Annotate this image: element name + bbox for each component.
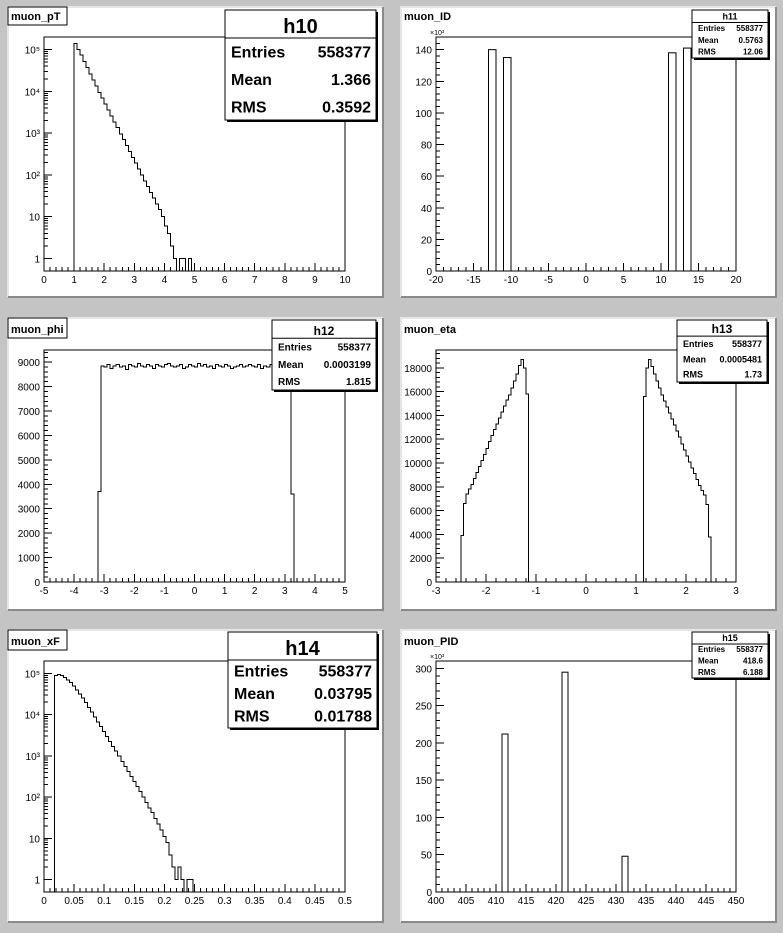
stats-value: 558377 bbox=[736, 645, 763, 655]
y-tick-label: 6000 bbox=[409, 506, 432, 518]
stats-label: Mean bbox=[698, 656, 719, 666]
stats-label: Entries bbox=[231, 44, 286, 62]
stats-label: RMS bbox=[231, 99, 267, 117]
x-tick-label: 435 bbox=[637, 896, 655, 907]
x-tick-label: -2 bbox=[481, 586, 491, 597]
stats-label: RMS bbox=[698, 47, 716, 57]
histogram-title: muon_pT bbox=[11, 11, 61, 23]
stats-value: 1.815 bbox=[345, 377, 371, 389]
stats-label: RMS bbox=[234, 708, 270, 726]
x-tick-label: 450 bbox=[727, 896, 745, 907]
x-tick-label: 6 bbox=[221, 275, 228, 286]
y-tick-label: 1 bbox=[34, 875, 40, 887]
x-tick-label: 10 bbox=[655, 275, 667, 286]
x-tick-label: 0.25 bbox=[184, 896, 205, 907]
stats-name: h11 bbox=[722, 11, 738, 22]
x-tick-label: 3 bbox=[733, 586, 739, 597]
x-tick-label: -10 bbox=[503, 275, 519, 286]
x-tick-label: -5 bbox=[544, 275, 553, 286]
stats-value: 0.3592 bbox=[322, 99, 371, 117]
y-tick-label: 10 bbox=[28, 212, 40, 224]
y-tick-label: 16000 bbox=[404, 387, 432, 399]
x-tick-label: 7 bbox=[251, 275, 258, 286]
y-tick-label: 10000 bbox=[404, 459, 432, 471]
stats-label: Entries bbox=[698, 645, 726, 655]
y-tick-label: 10⁴ bbox=[24, 87, 40, 99]
y-exponent-label: ×10³ bbox=[430, 30, 445, 37]
stats-value: 12.06 bbox=[742, 47, 763, 57]
x-tick-label: -3 bbox=[431, 586, 441, 597]
stats-name: h10 bbox=[283, 16, 318, 38]
chart-muon_pT bbox=[8, 7, 383, 297]
stats-name: h13 bbox=[711, 322, 733, 337]
x-tick-label: -3 bbox=[99, 586, 109, 597]
stats-value: 0.0003199 bbox=[323, 359, 371, 371]
y-tick-label: 4000 bbox=[409, 530, 432, 542]
x-tick-label: 445 bbox=[697, 896, 715, 907]
stats-label: Mean bbox=[278, 359, 304, 371]
y-tick-label: 2000 bbox=[409, 554, 432, 566]
y-tick-label: 8000 bbox=[409, 482, 432, 494]
y-tick-label: 10⁵ bbox=[24, 45, 40, 57]
y-tick-label: 80 bbox=[420, 140, 432, 152]
stats-label: Entries bbox=[234, 663, 289, 681]
x-tick-label: 410 bbox=[487, 896, 505, 907]
x-tick-label: 0.5 bbox=[338, 896, 352, 907]
y-tick-label: 140 bbox=[415, 45, 432, 57]
x-tick-label: -1 bbox=[531, 586, 541, 597]
stats-label: RMS bbox=[698, 667, 716, 677]
stats-name: h15 bbox=[722, 632, 738, 643]
x-tick-label: 400 bbox=[427, 896, 445, 907]
x-tick-label: 0 bbox=[583, 275, 589, 286]
y-tick-label: 1 bbox=[34, 254, 40, 266]
x-tick-label: 0.45 bbox=[305, 896, 325, 907]
y-tick-label: 40 bbox=[420, 203, 432, 215]
y-tick-label: 50 bbox=[420, 850, 432, 862]
x-tick-label: 2 bbox=[683, 586, 689, 597]
chart-muon_PID bbox=[401, 630, 776, 922]
chart-muon_eta bbox=[401, 318, 776, 610]
y-tick-label: 3000 bbox=[17, 504, 40, 516]
y-tick-label: 14000 bbox=[404, 411, 432, 423]
y-tick-label: 18000 bbox=[404, 363, 432, 375]
x-tick-label: 0.3 bbox=[217, 896, 232, 907]
x-tick-label: 0.2 bbox=[157, 896, 172, 907]
y-tick-label: 0 bbox=[426, 267, 432, 278]
x-tick-label: 430 bbox=[607, 896, 625, 907]
chart-muon_xF bbox=[8, 630, 383, 922]
stats-name: h12 bbox=[313, 324, 335, 339]
x-tick-label: 10 bbox=[339, 275, 351, 286]
x-tick-label: 2 bbox=[251, 586, 258, 597]
x-tick-label: 15 bbox=[692, 275, 705, 286]
stats-value: 0.5763 bbox=[738, 35, 763, 45]
stats-label: RMS bbox=[683, 369, 703, 380]
x-tick-label: 425 bbox=[577, 896, 595, 907]
y-tick-label: 0 bbox=[426, 888, 432, 899]
x-tick-label: 1 bbox=[71, 275, 77, 286]
y-tick-label: 120 bbox=[415, 77, 432, 89]
y-tick-label: 10³ bbox=[25, 751, 40, 763]
y-tick-label: 150 bbox=[415, 776, 432, 788]
x-tick-label: 5 bbox=[342, 586, 348, 597]
stats-value: 6.188 bbox=[742, 667, 763, 677]
stats-name: h14 bbox=[285, 638, 320, 660]
x-tick-label: 0.05 bbox=[64, 896, 84, 907]
histogram-title: muon_xF bbox=[11, 636, 60, 648]
x-tick-label: 4 bbox=[312, 586, 318, 597]
x-tick-label: 4 bbox=[161, 275, 168, 286]
y-tick-label: 10² bbox=[25, 170, 40, 182]
y-tick-label: 10⁵ bbox=[24, 669, 40, 681]
stats-value: 1.73 bbox=[744, 369, 762, 380]
histogram-title: muon_PID bbox=[404, 636, 459, 648]
y-tick-label: 10³ bbox=[25, 129, 40, 141]
chart-muon_phi bbox=[8, 318, 383, 610]
x-tick-label: 9 bbox=[312, 275, 318, 286]
stats-value: 1.366 bbox=[330, 72, 371, 90]
stats-value: 558377 bbox=[318, 663, 372, 681]
x-tick-label: -4 bbox=[69, 586, 79, 597]
y-tick-label: 0 bbox=[34, 578, 40, 589]
histogram-title: muon_eta bbox=[404, 324, 456, 336]
stats-value: 558377 bbox=[317, 44, 371, 62]
x-tick-label: -5 bbox=[39, 586, 49, 597]
x-tick-label: 405 bbox=[457, 896, 475, 907]
stats-value: 558377 bbox=[337, 342, 371, 354]
x-tick-label: 1 bbox=[633, 586, 639, 597]
x-tick-label: 0.35 bbox=[244, 896, 265, 907]
stats-value: 0.0005481 bbox=[719, 354, 762, 365]
x-tick-label: 8 bbox=[282, 275, 288, 286]
y-tick-label: 20 bbox=[420, 235, 432, 247]
x-tick-label: 0.15 bbox=[124, 896, 145, 907]
stats-value: 418.6 bbox=[742, 656, 763, 666]
x-tick-label: 1 bbox=[221, 586, 228, 597]
chart-muon_ID bbox=[401, 7, 776, 297]
x-tick-label: 3 bbox=[131, 275, 138, 286]
stats-label: Entries bbox=[683, 339, 714, 350]
x-tick-label: 415 bbox=[517, 896, 535, 907]
x-tick-label: -20 bbox=[428, 275, 444, 286]
x-tick-label: 440 bbox=[667, 896, 685, 907]
x-tick-label: -2 bbox=[129, 586, 139, 597]
stats-label: Mean bbox=[234, 685, 275, 703]
stats-value: 0.03795 bbox=[314, 685, 372, 703]
stats-label: RMS bbox=[278, 377, 301, 389]
y-exponent-label: ×10³ bbox=[430, 654, 445, 661]
y-tick-label: 200 bbox=[415, 738, 432, 750]
y-tick-label: 7000 bbox=[17, 407, 40, 419]
x-tick-label: 5 bbox=[620, 275, 627, 286]
y-tick-label: 9000 bbox=[17, 358, 40, 370]
histogram-title: muon_phi bbox=[11, 324, 64, 336]
x-tick-label: 0 bbox=[41, 896, 47, 907]
y-tick-label: 0 bbox=[426, 578, 432, 589]
x-tick-label: -15 bbox=[466, 275, 481, 286]
y-tick-label: 1000 bbox=[17, 553, 40, 565]
y-tick-label: 60 bbox=[420, 172, 432, 184]
x-tick-label: 0 bbox=[41, 275, 47, 286]
x-tick-label: 0 bbox=[583, 586, 589, 597]
stats-value: 0.01788 bbox=[314, 708, 372, 726]
x-tick-label: 20 bbox=[730, 275, 742, 286]
stats-value: 558377 bbox=[731, 339, 762, 350]
y-tick-label: 300 bbox=[415, 664, 432, 676]
y-tick-label: 8000 bbox=[17, 382, 40, 394]
y-tick-label: 10² bbox=[25, 793, 40, 805]
y-tick-label: 100 bbox=[415, 813, 432, 825]
x-tick-label: 3 bbox=[282, 586, 288, 597]
y-tick-label: 5000 bbox=[17, 455, 40, 467]
stats-label: Entries bbox=[278, 342, 312, 354]
y-tick-label: 4000 bbox=[17, 480, 40, 492]
histogram-title: muon_ID bbox=[404, 11, 452, 23]
y-tick-label: 12000 bbox=[404, 435, 432, 447]
x-tick-label: 0 bbox=[191, 586, 198, 597]
y-tick-label: 10⁴ bbox=[24, 710, 40, 722]
stats-label: Entries bbox=[698, 24, 726, 34]
y-tick-label: 100 bbox=[415, 108, 432, 120]
x-tick-label: -1 bbox=[159, 586, 169, 597]
y-tick-label: 250 bbox=[415, 701, 432, 713]
stats-value: 558377 bbox=[736, 24, 763, 34]
stats-label: Mean bbox=[683, 354, 707, 365]
x-tick-label: 5 bbox=[191, 275, 198, 286]
x-tick-label: 2 bbox=[101, 275, 107, 286]
y-tick-label: 6000 bbox=[17, 431, 40, 443]
x-tick-label: 0.1 bbox=[97, 896, 112, 907]
y-tick-label: 10 bbox=[28, 834, 40, 846]
stats-label: Mean bbox=[698, 35, 719, 45]
x-tick-label: 0.4 bbox=[277, 896, 292, 907]
x-tick-label: 420 bbox=[547, 896, 565, 907]
y-tick-label: 2000 bbox=[17, 529, 40, 541]
stats-label: Mean bbox=[231, 72, 272, 90]
